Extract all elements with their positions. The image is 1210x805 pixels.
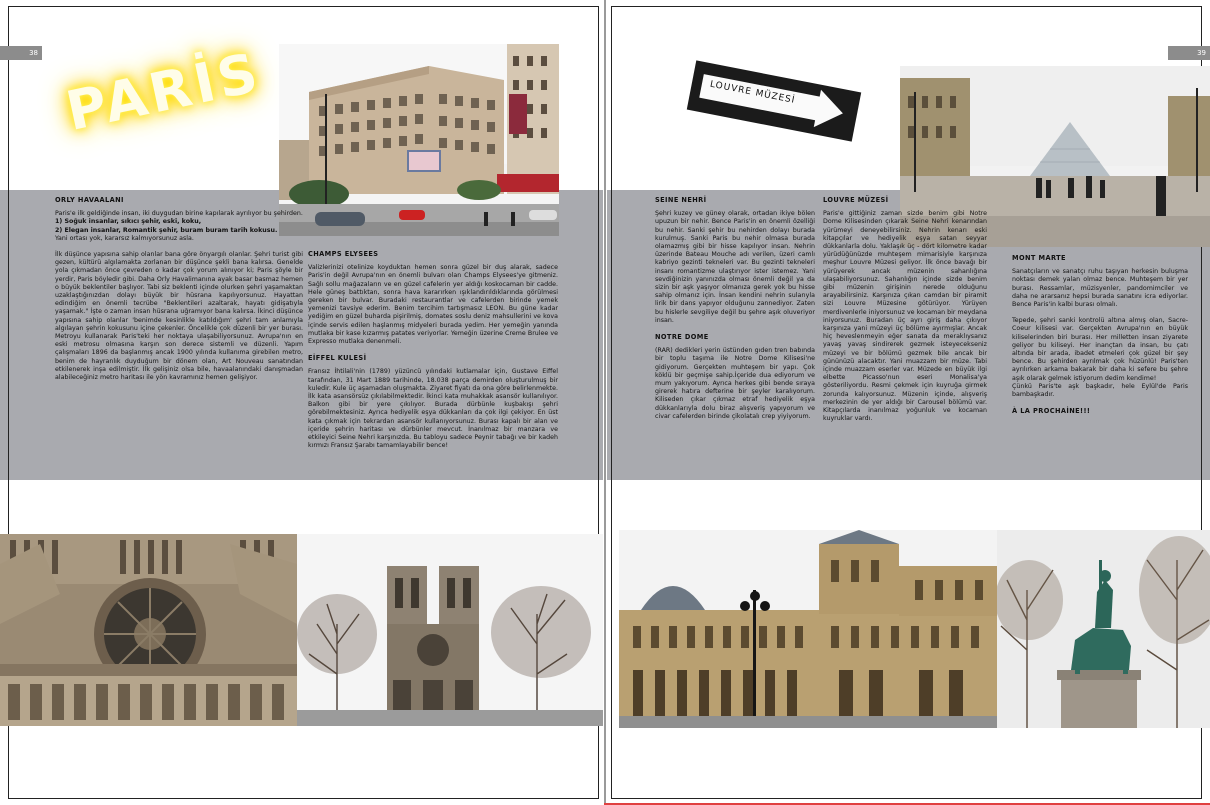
- page-number: 39: [1168, 46, 1210, 60]
- spread-gutter: [604, 0, 606, 805]
- paragraph: 2) Elegan insanlar, Romantik şehir, buram buram tarih kokusu.: [55, 226, 278, 234]
- paris-street-photo: [279, 44, 559, 236]
- paragraph: İlk düşünce yapısına sahip olanlar bana göre önyargılı olanlar. Şehri turist gibi gezen, kültürü algılamakta zorlanan bir düşünce şekli bana kalırsa. Genelde yola çıkmadan önce çevreden o kadar çok yorum alınıyor ki; Paris şöyle bir yerdir, Paris böyledir gibi. Daha Orly Havalimanına ayak basar basmaz hemen o büyük beklentiler başlıyor. Tabi siz beklenti içinde olurken şehri yaşamaktan uzaklaştığınızdan dolayı büyük bir hüsrana kapılıyorsunuz. Hayattan edindiğim en önemli tecrübe "Beklentileri azaltarak, hayatı gidişatıyla yaşamak." İşte o zaman insan hüsrana uğramıyor bana kalırsa. İkinci düşünce yapısına sahip olanlar 'benimde kesinlikle katıldığım' şehri tam anlamıyla algılayan şehrin kokusunu içine çekenler. Öncelikle çok düzenli bir yer burası. Metroyu kullanarak Paris'teki her noktaya ulaşabiliyorsunuz. Avrupa'nın en eski metrosu olmasına karşın son derece sistemli ve düzenli. Yapım çalışmaları 1896 da başlanmış ancak 1900 yılında kullanıma girebilen metro, benim de hayranlık duyduğum bir dönem olan, Art Nouveau sanatından etkilenerek inşa edilmiştir. İlk gelişiniz olsa bile, havaalanındaki danışmadan alabileceğiniz metro haritası ile yön kavramınız hemen gelişiyor.: [55, 251, 303, 382]
- seine-notre-dome-column: [655, 196, 815, 429]
- section-heading: MONT MARTE: [1012, 254, 1066, 262]
- section-heading: ORLY HAVAALANI: [55, 196, 124, 204]
- sign-text: LOUVRE MÜZESİ: [709, 79, 797, 106]
- notre-dame-front-photo: [297, 534, 603, 726]
- mont-marte-column: [1012, 254, 1188, 421]
- section-heading: SEINE NEHRİ: [655, 196, 707, 204]
- orly-column: [55, 196, 303, 390]
- paragraph: Şehri kuzey ve güney olarak, ortadan ikiye bölen upuzun bir nehir. Bence Paris'in en önemli özelliği bu nehir. Sanki şehir bu nehirden dolayı burada kurulmuş. Sanki Paris bu nehir olmasa burada olamazmış gibi bir hisse kapılıyor insan. Nehrin üzerinde Bateau Mouche adı verilen, üzeri camlı kabriyo gezinti tekneleri var. Bu gezinti tekneleri insanı romantizme ulaştırıyor ister istemez. Yani sevdiğinizin yanınızda olması önemli değil ya da sizin bir aşk yaşıyor olmanıza gerek yok bu hisse sahip olmanız için. İnsan kendini nehrin sularıyla lirik bir dans yapıyor olduğunu zannediyor. Zaten bu hislerle sevgiliye değil bu şehre aşık oluveriyor insan.: [655, 210, 815, 324]
- left-page: [0, 0, 603, 805]
- notre-dame-facade-photo: [0, 534, 297, 726]
- paragraph: Fransız İhtilali'nin (1789) yüzüncü yılındaki kutlamalar için, Gustave Eiffel tarafından, 31 Mart 1889 tarihinde, 18.038 parça demirden oluşturulmuş bir kuledir. Kule üç aşamadan oluşmakta. Ziyaret fiyatı da ona göre belirlenmekte. İlk kata asansörsüz çıkılabilmektedir. İkinci kata muhakkak asansör kullanılıyor. Balkon gibi bir yere çıkılıyor. Burada dürbünle kuşbakışı şehri görebilmektesiniz. Ayrıca hediyelik eşya dükkanları da çok ilgi çekiyor. En üst kata çıkmak için tekrardan asansör kullanıyorsunuz. Burası kapalı bir alan ve içeride şehrin haritası ve dürbünler mevcut. İnanılmaz bir manzara ve etkileyici Seine Nehri karşınızda. Bu tabloyu sadece Peynir tabağı ve bir kadeh kırmızı Fransız Şarabı tamamlayabilir bence!: [308, 368, 558, 450]
- section-heading: CHAMPS ELYSEES: [308, 250, 379, 258]
- section-heading: EİFFEL KULESİ: [308, 354, 367, 363]
- sign-arrow-head: [814, 90, 847, 132]
- louvre-palace-photo: [619, 530, 997, 728]
- paragraph: (RAR) dedikleri yerin üstünden gıden tren babında bir toplu taşıma ile Notre Dome Kilisesi'ne gidiyorum. Gerçekten muhteşem bir yapı. Çok köklü bir geçmişe sahip.İçeride dua ediyorum ve mum yakıyorum. Ayrıca herkes gibi bende sıraya girerek hatıra defterine bir şeyler karalıyorum. Kiliseden çıkar çıkmaz etraf hediyelik eşya dükkanlarıyla dolu biraz alışveriş yapıyorum ve civar cafelerden birinde çikolatalı crep yiyiyorum.: [655, 347, 815, 420]
- champs-eiffel-column: [308, 250, 558, 458]
- paragraph: Paris'e gittiğiniz zaman sizde benim gibi Notre Dome Kilisesinden çıkarak Seine Nehri kenarından yürümeyi deneyebilirsiniz. Nehrin kenarı eski kitapçılar ve hediyelik eşya satan seyyar dükkanlarla dolu. Yaklaşık üç - dört kilometre kadar yürüdüğünüzde muhteşem mimarisiyle karşınıza meşhur Louvre Müzesi geliyor. İlk önce bavağı bir yürüyerek ancak müzenin sahanlığına ulaşabiliyorsunuz. Sahanlığın içinde sizde benim gibi müzenin girişinin nerede olduğunu arayabilirsiniz. Karşınıza çıkan camdan bir piramit sizi Louvre Müzesine götürüyor. Yürüyen merdivenlerle iniyorsunuz ve kocaman bir meydana iniyorsunuz. Buradan üç ayrı giriş daha çıkıyor karşınıza yani müzeyi üç bölüme ayırmışlar. Ancak hiç heveslenmeyin eğer sanata da meraklıysanız yavaş yavaş sindirerek gezmek isteyecekseniz müzeyi ve bir bölümü gezmek bile ancak bir gününüzü alacaktır. Yani muazzam bir müze. Tabi içinde muazzam eserler var. Müzede en büyük ilgi elbette Picasso'nun eseri Monalisa'ya gösteriliyordu. Resmi çekmek için kuyruğa girmek zorunda kalıyorsunuz. Müzenin içinde, alışveriş merkezinin de yer aldığı bir Carousel bölümü var. Kitapçılarda inanılmaz yoğunluk ve kocaman kuyruklar vardı.: [823, 210, 987, 423]
- louvre-column: [823, 196, 987, 431]
- section-heading: LOUVRE MÜZESİ: [823, 196, 889, 204]
- charlemagne-statue-photo: [997, 530, 1210, 728]
- closing-text: À LA PROCHAİNE!!!: [1012, 407, 1091, 416]
- paris-neon-title: PARİS: [60, 40, 267, 143]
- paragraph: 1) Soğuk insanlar, sıkıcı şehir, eski, koku,: [55, 218, 202, 226]
- paragraph: Sanatçıların ve sanatçı ruhu taşıyan herkesin buluşma noktası demek yalan olmaz bence. Muhteşem bir yer burası. Ressamlar, müzisyenler, pandomimciler ve daha ne ararsanız hepsi burada sanatını icra ediyorlar. Bence Paris'in kalbi burası olmalı.: [1012, 268, 1188, 309]
- paragraph: Yani ortası yok, kararsız kalmıyorsunuz asla.: [55, 234, 194, 242]
- paragraph: Paris'e ilk geldiğinde insan, iki duygudan birine kapılarak ayrılıyor bu şehirden.: [55, 210, 303, 218]
- right-page: [607, 0, 1210, 805]
- section-heading: NOTRE DOME: [655, 333, 709, 342]
- paragraph: Tepede, şehri sanki kontrolü altına almış olan, Sacre- Coeur kilisesi var. Gerçekten Avrupa'nın en büyük kiliselerinden biri burası. Her milletten insan ziyarete geliyor bu kiliseyi. Her inançtan da insan, bu çatı altında bir arada, ibadet etmeleri çok güzel bir şey bence. Bu şehirden ayrılmak çok hüzünlü! Paris'ten ayrılırken arkama bakarak bir daha ki sefere bu şehre aşık olarak gelmek istiyorum dedim kendime!: [1012, 317, 1188, 382]
- paragraph: Valizlerinizi otelinize koyduktan hemen sonra güzel bir duş alarak, sadece Paris'in değil Avrupa'nın en önemli bulvarı olan Champs Elysees'ye gitmeniz. Sağlı sollu mağazaların ve en güzel cafelerin yer aldığı koskocaman bir cadde. Hele güneş battıktan, sonra hava kararırken ışıklandırıldıklarında görülmesi gereken bir bulvar. Buradaki restaurantlar ve cafelerden birinde yemek yemenizi tavsiye ederim. Benim tercihim tartışmasız LEON. Bu güne kadar yediğim en güzel buharda pişirilmiş, domates soslu deniz mahsullerini ve kova içinde servis edilen haşlanmış midyeleri burada yedim. Her yemeğin yanında mutlaka bir kase kızarmış patates veriyorlar. Yemeğin üzerine Creme Brulee ve Expresso mutlaka denenmeli.: [308, 264, 558, 346]
- page-number: 38: [0, 46, 42, 60]
- paragraph: Çünkü Paris'te aşk başkadır, hele Eylül'de Paris bambaşkadır.: [1012, 382, 1188, 399]
